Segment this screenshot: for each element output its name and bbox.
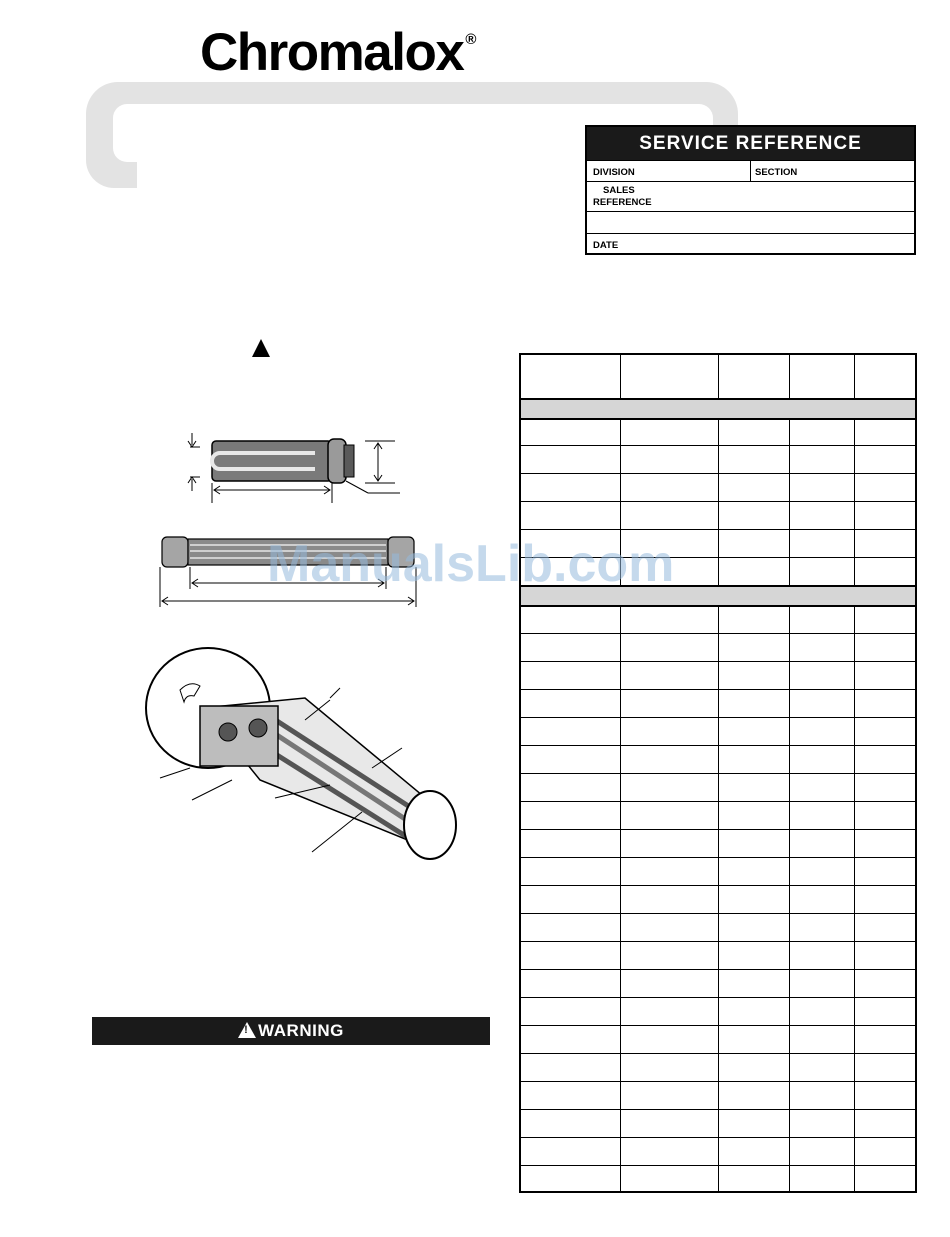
- service-reference-box: [585, 125, 916, 255]
- table-section-band-a: [521, 398, 915, 418]
- table-column-rule: [718, 418, 719, 585]
- sales-label: SALES: [603, 185, 635, 196]
- screw-plug-heater-drawing: [188, 433, 400, 503]
- table-column-rule: [854, 605, 855, 1191]
- table-column-rule: [789, 605, 790, 1191]
- section-label: SECTION: [755, 167, 798, 178]
- reference-label: REFERENCE: [593, 197, 652, 208]
- brand-name: Chromalox: [200, 23, 464, 82]
- table-rule: [521, 398, 915, 400]
- table-column-rule: [620, 605, 621, 1191]
- division-section-row: [587, 160, 914, 181]
- registered-mark: ®: [465, 31, 477, 48]
- table-column-rule: [789, 418, 790, 585]
- tank-heater-illustration: [140, 640, 470, 870]
- table-column-rule: [718, 605, 719, 1191]
- warning-label: WARNING: [258, 1021, 344, 1040]
- data-table: [519, 353, 917, 1193]
- sales-reference-row: [587, 181, 914, 211]
- warning-triangle-icon: [238, 1022, 256, 1038]
- watermark-text: ManualsLib.com: [267, 535, 675, 593]
- table-column-rule: [854, 355, 855, 398]
- table-column-rule: [854, 418, 855, 585]
- table-column-rule: [718, 355, 719, 398]
- triangle-marker-icon: [252, 339, 270, 357]
- service-reference-title: SERVICE REFERENCE: [587, 127, 914, 160]
- date-row: [587, 233, 914, 255]
- blank-row: [587, 211, 914, 233]
- row-divider: [750, 161, 751, 181]
- table-column-rule: [789, 355, 790, 398]
- table-column-rule: [620, 355, 621, 398]
- division-label: DIVISION: [593, 167, 635, 178]
- date-label: DATE: [593, 240, 619, 251]
- brand-logo: [200, 23, 477, 82]
- warning-banner: [92, 1017, 490, 1045]
